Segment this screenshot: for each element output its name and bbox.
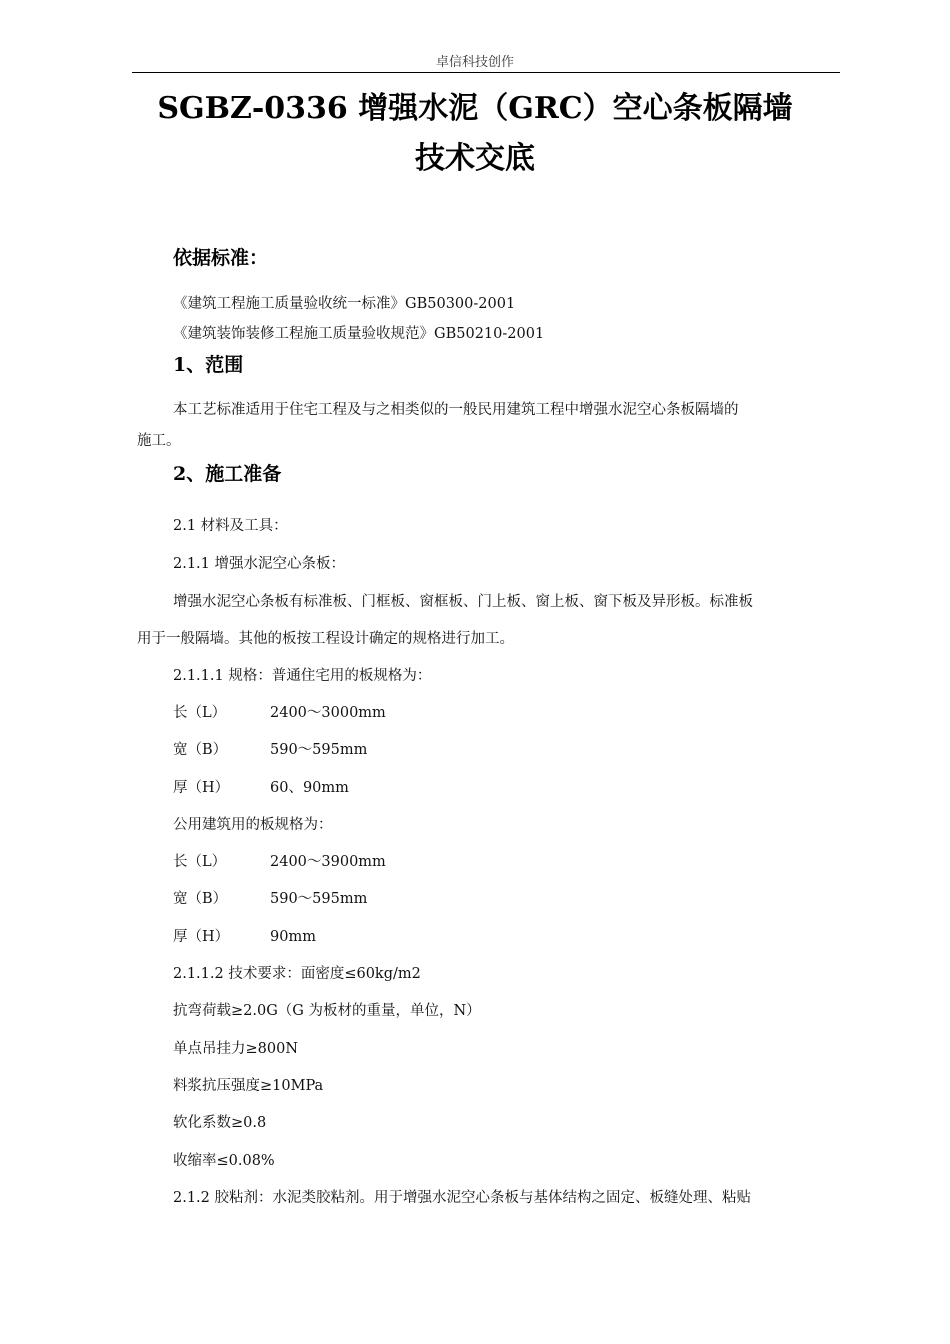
panel-description-line1: 增强水泥空心条板有标准板、门框板、窗框板、门上板、窗上板、窗下板及异形板。标准板 (173, 594, 753, 610)
public-length-label: 长（L） (173, 854, 227, 870)
requirement-hanging-force: 单点吊挂力≥800N (173, 1041, 299, 1057)
section2-1-1-2-heading: 2.1.1.2 技术要求：面密度≤60kg/m2 (173, 966, 421, 982)
residential-length-label: 长（L） (173, 705, 227, 721)
basis-heading: 依据标准： (173, 247, 269, 269)
residential-width-label: 宽（B） (173, 742, 228, 758)
document-title-line1: SGBZ-0336 增强水泥（GRC）空心条板隔墙 (157, 91, 793, 126)
requirement-compressive-strength: 料浆抗压强度≥10MPa (173, 1078, 324, 1094)
document-title-line2: 技术交底 (415, 141, 535, 176)
public-length-value: 2400～3900mm (270, 854, 386, 870)
public-thickness-value: 90mm (270, 929, 316, 945)
basis-item-1: 《建筑工程施工质量验收统一标准》GB50300-2001 (173, 296, 516, 312)
residential-thickness-value: 60、90mm (270, 780, 349, 796)
requirement-bending-load: 抗弯荷载≥2.0G（G 为板材的重量，单位，N） (173, 1003, 481, 1019)
section2-1-2-heading: 2.1.2 胶粘剂：水泥类胶粘剂。用于增强水泥空心条板与基体结构之固定、板缝处理、粘贴 (173, 1190, 751, 1206)
residential-thickness-label: 厚（H） (173, 780, 230, 796)
section2-1-1-heading: 2.1.1 增强水泥空心条板： (173, 556, 346, 572)
public-thickness-label: 厚（H） (173, 929, 230, 945)
section2-heading: 2、施工准备 (173, 463, 282, 485)
section1-paragraph-line2: 施工。 (137, 433, 181, 449)
panel-description-line2: 用于一般隔墙。其他的板按工程设计确定的规格进行加工。 (137, 631, 514, 647)
header-divider (132, 72, 840, 73)
public-width-value: 590～595mm (270, 891, 368, 907)
basis-item-2: 《建筑装饰装修工程施工质量验收规范》GB50210-2001 (173, 326, 545, 342)
page-header: 卓信科技创作 (435, 55, 514, 70)
section2-1-1-1-heading: 2.1.1.1 规格：普通住宅用的板规格为： (173, 668, 432, 684)
section2-1-heading: 2.1 材料及工具： (173, 518, 288, 534)
public-width-label: 宽（B） (173, 891, 228, 907)
requirement-shrinkage: 收缩率≤0.08% (173, 1153, 275, 1169)
section1-paragraph-line1: 本工艺标准适用于住宅工程及与之相类似的一般民用建筑工程中增强水泥空心条板隔墙的 (173, 402, 739, 418)
residential-length-value: 2400～3000mm (270, 705, 386, 721)
residential-width-value: 590～595mm (270, 742, 368, 758)
public-specs-title: 公用建筑用的板规格为： (173, 817, 333, 833)
requirement-softening-coefficient: 软化系数≥0.8 (173, 1115, 267, 1131)
section1-heading: 1、范围 (173, 354, 244, 376)
